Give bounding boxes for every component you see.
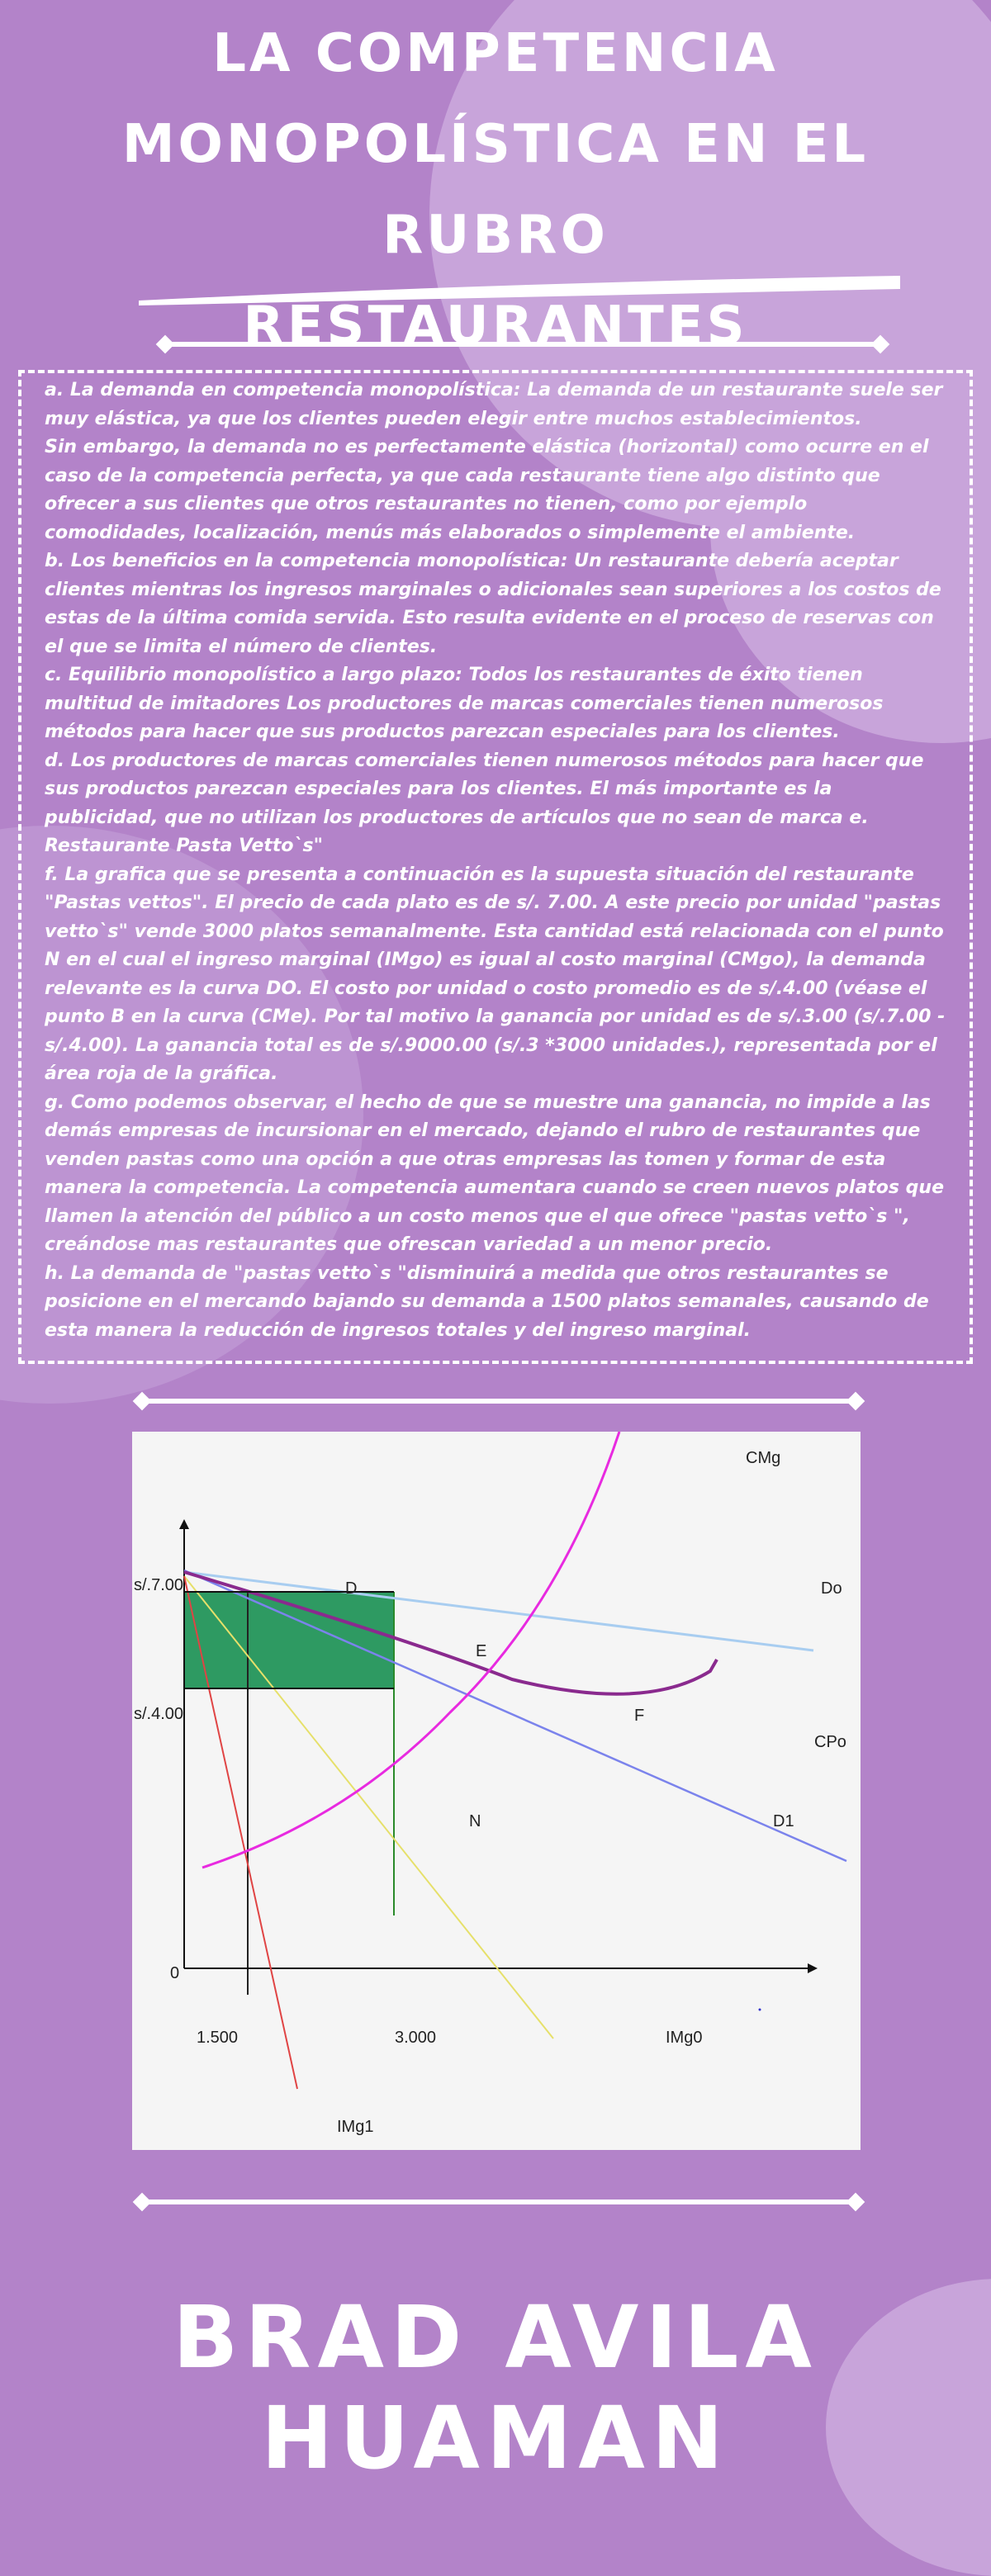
label-n: N — [469, 1812, 481, 1830]
x-tick-3000: 3.000 — [395, 2029, 437, 2047]
label-img0: IMg0 — [666, 2029, 703, 2047]
label-d: D — [345, 1579, 358, 1598]
paragraph-h: h. La demanda de "pastas vetto`s "disminuirá a medida que otros restaurantes se posicione en el mercando bajando su demanda a 1500 platos semanales, causando de esta manera la reducción de ingresos totales y del ingreso marginal. — [45, 1262, 929, 1341]
title-line-1: LA COMPETENCIA — [212, 23, 779, 84]
divider-middle — [0, 1389, 991, 1413]
title-line-2: MONOPOLÍSTICA EN EL RUBRO — [121, 114, 870, 266]
y-tick-price-7: s/.7.00 — [134, 1576, 184, 1594]
x-tick-1500: 1.500 — [197, 2029, 239, 2047]
paragraph-g: g. Como podemos observar, el hecho de que se muestre una ganancia, no impide a las demás empresas de incursionar en el mercado, dejando el rubro de restaurantes que venden pastas como una opción a que otras empresas las tomen y formar de esta manera la competencia. La competencia aumentara cuando se creen nuevos platos que llamen la atención del público a un costo menos que el que ofrece "pastas vetto`s ", creándose mas restaurantes que ofrescan variedad a un menor precio. — [45, 1091, 944, 1255]
label-f: F — [634, 1707, 645, 1725]
label-e: E — [476, 1642, 487, 1660]
paragraph-a: a. La demanda en competencia monopolística: La demanda de un restaurante suele ser muy elástica, ya que los clientes pueden elegir entre muchos establecimientos. — [45, 380, 943, 429]
paragraph-d: d. Los productores de marcas comerciales tienen numerosos métodos para hacer que sus productos parezcan especiales para los clientes. El más importante es la publicidad, que no utilizan los productores de artículos que no sean de marca e. Restaurante Pasta Vetto`s" — [45, 750, 924, 856]
label-cpo: CPo — [814, 1733, 846, 1751]
x-axis-arrow — [808, 1963, 818, 1973]
paragraph-a-continued: Sin embargo, la demanda no es perfectamente elástica (horizontal) como ocurre en el caso de la competencia perfecta, ya que cada restaurante tiene algo distinto que ofrecer a sus clientes que otros restaurantes no tienen, como por ejemplo comodidades, localización, menús más elaborados o simplemente el ambiente. — [45, 437, 929, 543]
explanation-text-box — [18, 370, 973, 1364]
label-cmg: CMg — [746, 1449, 781, 1467]
title-line-3: RESTAURANTES — [243, 296, 748, 357]
profit-area — [184, 1592, 394, 1688]
author-name: BRAD AVILA HUAMAN — [173, 2287, 818, 2488]
stray-dot — [759, 2009, 761, 2011]
divider-top — [0, 332, 991, 357]
paragraph-f: f. La grafica que se presenta a continuación es la supuesta situación del restaurante "Pastas vettos". El precio de cada plato es de s/. 7.00. A este precio por unidad "pastas vetto`s" vende 3000 platos semanalmente. Esta cantidad está relacionada con el punto N en el cual el ingreso marginal (IMgo) es igual al costo marginal (CMgo), la demanda relevante es la curva DO. El costo por unidad o costo promedio es de s/.4.00 (véase el punto B en la curva (CMe). Por tal motivo la ganancia por unidad es de s/.3.00 (s/.7.00 - s/.4.00). La ganancia total es de s/.9000.00 (s/.3 *3000 unidades.), representada por el área roja de la gráfica. — [45, 864, 946, 1084]
monopolistic-competition-diagram — [132, 1432, 861, 2150]
diagram-svg — [132, 1432, 861, 2150]
label-do: Do — [821, 1579, 842, 1598]
divider-bottom — [0, 2190, 991, 2214]
y-tick-price-4: s/.4.00 — [134, 1705, 184, 1723]
y-tick-zero: 0 — [170, 1964, 180, 1982]
paragraph-c: c. Equilibrio monopolístico a largo plazo: Todos los restaurantes de éxito tienen multitud de imitadores Los productores de marcas comerciales tienen numerosos métodos para hacer que sus productos parezcan especiales para los clientes. — [45, 665, 884, 742]
paragraph-b: b. Los beneficios en la competencia monopolística: Un restaurante debería aceptar clientes mientras los ingresos marginales o adicionales sean superiores a los costos de estas de la última comida servida. Esto resulta evidente en el proceso de reservas con el que se limita el número de clientes. — [45, 551, 941, 657]
page-title — [0, 8, 991, 372]
label-img1: IMg1 — [337, 2118, 374, 2136]
y-axis-arrow — [179, 1519, 189, 1529]
label-d1: D1 — [773, 1812, 794, 1830]
title-underline-swoosh — [0, 264, 991, 314]
